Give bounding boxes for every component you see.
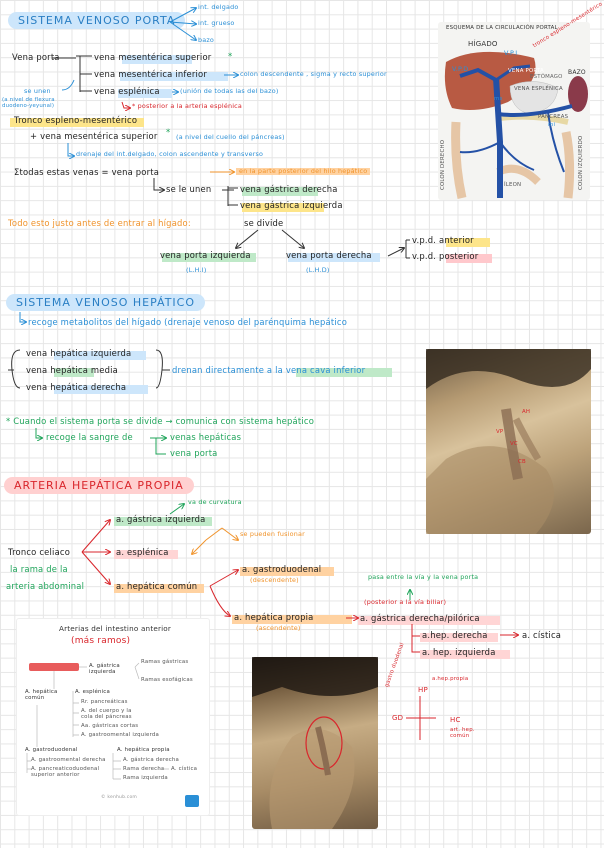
diagram-estomago: ESTÓMAGO	[530, 74, 563, 80]
card-hep-comun: A. hepática común	[25, 689, 58, 702]
posterior-note: * posterior a la arteria esplénica	[132, 102, 243, 110]
a-hep-comun: a. hepática común	[116, 581, 198, 591]
card-hep-propia: A. hepática propia	[117, 747, 170, 753]
hp-label: HP	[418, 686, 428, 694]
hepatic-recoge: recoge metabolitos del hígado (drenaje venoso del parénquima hepático	[28, 317, 348, 327]
diagram-vpi: V.P.I	[504, 49, 518, 57]
hepatic-venas: venas hepáticas	[170, 432, 242, 442]
vp-der: vena porta derecha	[286, 250, 372, 260]
mes-sup: vena mesentérica superior	[94, 52, 212, 62]
mes-sup-star: *	[228, 51, 233, 61]
plus-note: (a nivel del cuello del páncreas)	[176, 133, 285, 141]
card-footer: © kenhub.com	[101, 795, 137, 800]
a-gastroduodenal: a. gastroduodenal	[242, 564, 322, 574]
arteria-abdominal: arteria abdominal	[6, 581, 85, 591]
diagram-colon-izq: COLON IZQUIERDO	[578, 135, 584, 190]
se-divide: se divide	[244, 218, 284, 228]
photo1-label-ah: AH	[522, 409, 531, 415]
card-hep-propia-item-2: Rama izquierda	[123, 775, 168, 781]
esplenica: vena esplénica	[94, 86, 160, 96]
diagram-mi: mi	[548, 122, 556, 128]
diagram-vena-porta: VENA PORTA	[508, 68, 544, 74]
tronco-esplenomesenterico: Tronco espleno-mesentérico	[14, 115, 138, 125]
card-hep-propia-item-1: Rama derecha	[123, 766, 165, 772]
branch-int-delgado: int. delgado	[198, 3, 239, 11]
artery-title: ARTERIA HEPÁTICA PROPIA	[4, 477, 194, 494]
plus-mes-sup: + vena mesentérica superior	[30, 131, 158, 141]
posterior-via: (posterior a la vía biliar)	[364, 598, 447, 606]
diagram-bazo: BAZO	[568, 69, 586, 76]
card-esplenica-item-2: Aa. gástricas cortas	[81, 723, 139, 729]
branch-int-grueso: int. grueso	[198, 19, 235, 27]
vh-drenan: drenan directamente a la vena cava inferior	[172, 365, 366, 375]
diagram-esplenica: VENA ESPLÉNICA	[514, 86, 563, 92]
card-ramas-esofagicas: Ramas esofágicas	[141, 677, 193, 683]
diagram-title: ESQUEMA DE LA CIRCULACIÓN PORTAL	[446, 25, 558, 31]
diagram-higado: HÍGADO	[468, 40, 498, 48]
diagram-ms: ms	[494, 96, 503, 102]
diagram-ileon: ÍLEON	[504, 182, 522, 188]
card-cistica: A. cística	[171, 766, 198, 772]
card-gastroduodenal: A. gastroduodenal	[25, 747, 78, 753]
branch-bazo: bazo	[198, 36, 215, 44]
pasa-entre: pasa entre la vía y la vena porta	[368, 573, 479, 581]
card-esplenica-item-1: A. del cuerpo y la cola del páncreas	[81, 708, 132, 721]
a-gastrica-izq: a. gástrica izquierda	[116, 514, 206, 524]
esplenica-desc: (unión de todas las del bazo)	[180, 87, 279, 95]
hepatic-title: SISTEMA VENOSO HEPÁTICO	[6, 294, 205, 311]
card-esplenica-item-0: Rr. pancreáticas	[81, 699, 128, 705]
gd-label: GD	[392, 714, 404, 722]
card-ramas-gastricas: Ramas gástricas	[141, 659, 189, 665]
se-pueden-fusionar: se pueden fusionar	[240, 530, 305, 538]
hepatic-recoge-sangre: recoge la sangre de	[46, 432, 133, 442]
card-esplenica: A. esplénica	[75, 689, 110, 695]
gastroduodenal-desc: (descendente)	[250, 576, 299, 584]
vh-izq: vena hepática izquierda	[26, 348, 132, 358]
hc-label: HC	[450, 716, 461, 724]
vpd-post: v.p.d. posterior	[412, 251, 479, 261]
gastrica-der: vena gástrica derecha	[240, 184, 338, 194]
vh-der: vena hepática derecha	[26, 382, 127, 392]
sigma-desc: en la parte posterior del hilo hepático	[236, 168, 370, 175]
hepatic-vena-porta: vena porta	[170, 448, 218, 458]
vpd-ant: v.p.d. anterior	[412, 235, 474, 245]
card-hep-propia-item-0: A. gástrica derecha	[123, 757, 179, 763]
a-cistica: a. cística	[522, 630, 562, 640]
tronco-celiaco: Tronco celiaco	[8, 547, 71, 557]
mes-inf-desc: colon descendente , sigma y recto superior	[240, 70, 387, 78]
a-gastrica-der: a. gástrica derecha/pilórica	[360, 613, 480, 623]
card-gastroduodenal-item-0: A. gastroomental derecha	[31, 757, 106, 763]
se-unen-note: (a nivel de flexura duodeno-yeyunal)	[2, 97, 55, 110]
mes-inf: vena mesentérica inferior	[94, 69, 208, 79]
hp-note: a.hep.propia	[432, 676, 469, 682]
card-gastrica-izq: A. gástrica izquierda	[89, 663, 120, 676]
gastrica-izq: vena gástrica izquierda	[240, 200, 343, 210]
diagram-vpd: V.P.D	[452, 65, 469, 73]
se-le-unen: se le unen	[166, 184, 212, 194]
diagram-pancreas: PÁNCREAS	[538, 114, 569, 120]
card-subtitle: (más ramos)	[71, 636, 131, 646]
diagram-colon-der: COLON DERECHO	[440, 139, 446, 190]
a-hep-der: a.hep. derecha	[422, 630, 488, 640]
va-curvatura: va de curvatura	[188, 498, 242, 506]
vena-porta-label: Vena porta	[12, 52, 60, 62]
se-unen: se unen	[24, 87, 51, 95]
plus-star: *	[166, 127, 171, 137]
drenaje: drenaje del int.delgado, colon ascendente y transverso	[76, 150, 264, 158]
vp-der-abbr: (L.H.D)	[306, 266, 330, 274]
hepatic-cuando: * Cuando el sistema porta se divide → comunica con sistema hepático	[6, 416, 315, 426]
a-hep-propia: a. hepática propia	[234, 612, 314, 622]
photo1-label-vc: VC	[510, 441, 518, 447]
diagram-tronco: tronco espleno-mesentérico	[532, 1, 604, 50]
todo-esto: Todo esto justo antes de entrar al hígado:	[8, 218, 191, 228]
sigma-line: Σtodas estas venas = vena porta	[14, 167, 160, 177]
hc-note: art. hep. común	[450, 727, 475, 740]
card-gastroduodenal-item-1: A. pancreaticoduodenal superior anterior	[31, 766, 100, 779]
card-esplenica-item-3: A. gastroomental izquierda	[81, 732, 159, 738]
portal-title: SISTEMA VENOSO PORTA	[8, 12, 185, 29]
photo1-label-vp: VP	[496, 429, 504, 435]
vh-media: vena hepática media	[26, 365, 119, 375]
a-hep-izq: a. hep. izquierda	[422, 647, 496, 657]
card-title: Arterias del intestino anterior	[59, 624, 172, 633]
hep-propia-desc: (ascendente)	[256, 624, 301, 632]
gastro-note: gastro duodenal	[384, 641, 406, 689]
photo1-label-cb: CB	[518, 459, 526, 465]
a-esplenica: a. esplénica	[116, 547, 169, 557]
rama-de: la rama de la	[10, 564, 68, 574]
vp-izq: vena porta izquierda	[160, 250, 251, 260]
vp-izq-abbr: (L.H.I)	[186, 266, 207, 274]
